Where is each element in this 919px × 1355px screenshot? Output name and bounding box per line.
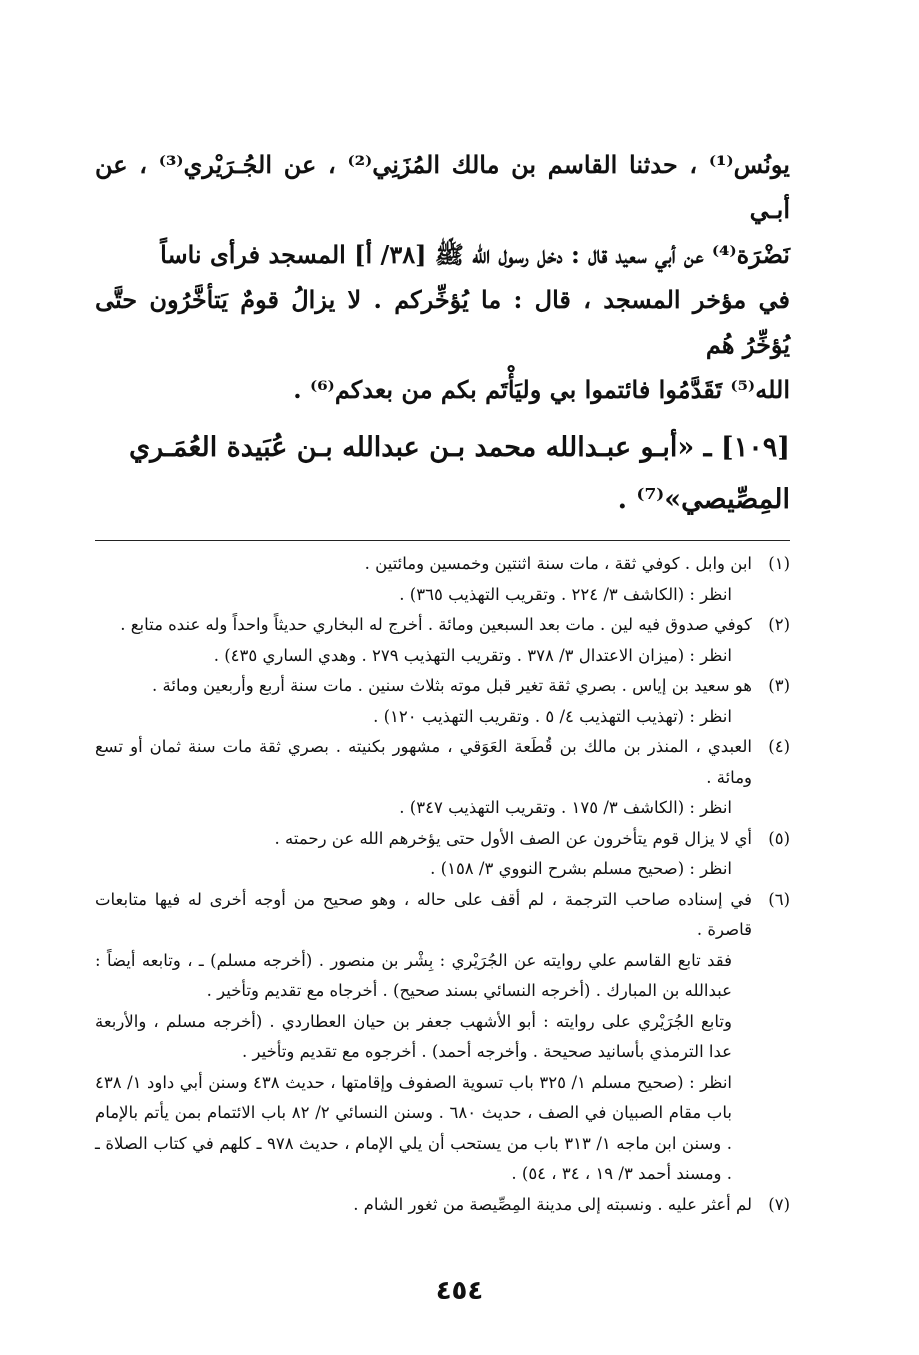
footnote-number: (٥) <box>768 828 790 848</box>
footnote-line: كوفي صدوق فيه لين . مات بعد السبعين ومائة . أخرج له البخاري حديثاً واحداً وله عنده متابع . <box>120 615 752 634</box>
footnote-line: انظر : (ميزان الاعتدال ٣/ ٣٧٨ . وتقريب التهذيب ٢٧٩ . وهدي الساري ٤٣٥) . <box>213 645 732 665</box>
footnote-body <box>95 671 752 732</box>
main-text-line: نَضْرَة⁽⁴⁾ عن أبي سعيد قال : دخل رسول الله ﷺ [٣٨/ أ] المسجد فرأى ناساً <box>160 240 790 269</box>
footnote-number: (٢) <box>768 615 790 634</box>
footnote-number: (١) <box>768 554 790 573</box>
footnote-line: العبدي ، المنذر بن مالك بن قُطَعة العَوَقي ، مشهور بكنيته . بصري ثقة مات سنة ثمان أو تسع ومائة . <box>95 737 752 787</box>
main-text-line: يونُس⁽¹⁾ ، حدثنا القاسم بن مالك المُزَنِي⁽²⁾ ، عن الجُـرَيْري⁽³⁾ ، عن أبـي <box>95 150 790 224</box>
footnote <box>95 610 790 671</box>
entry-heading <box>95 422 790 526</box>
footnote-line: انظر : (الكاشف ٣/ ٢٢٤ . وتقريب التهذيب ٣٦٥) . <box>399 584 732 604</box>
footnote-line: في إسناده صاحب الترجمة ، لم أقف على حاله ، وهو صحيح من أوجه أخرى له فيها متابعات قاصرة . <box>95 889 752 939</box>
footnote <box>95 824 790 885</box>
footnote-line: انظر : (تهذيب التهذيب ٤/ ٥ . وتقريب التهذيب ١٢٠) . <box>373 706 732 726</box>
entry-heading-line: [١٠٩] ـ «أبـو عبـدالله محمد بـن عبدالله بـن عُبَيدة العُمَـري <box>128 432 790 463</box>
main-text-line: في مؤخر المسجد ، قال : ما يُؤخِّركم . لا يزالُ قومٌ يَتأخَّرُون حتَّى يُؤخِّرُ هُم <box>95 285 790 359</box>
footnote-body <box>95 610 752 671</box>
footnote-number: (٧) <box>768 1194 790 1214</box>
footnote-line: انظر : (الكاشف ٣/ ١٧٥ . وتقريب التهذيب ٣٤٧) . <box>399 798 732 817</box>
page-number: ٤٥٤ <box>435 1276 484 1306</box>
footnote <box>95 671 790 732</box>
footnote-body <box>95 732 752 824</box>
footnote-number: (٦) <box>768 889 790 909</box>
footnote-line: انظر : (صحيح مسلم ١/ ٣٢٥ باب تسوية الصفوف وإقامتها ، حديث ٤٣٨ وسنن أبي داود ١/ ٤٣٨ باب مقام الصبيان في الصف ، حديث ٦٨٠ . وسنن النسائي ٢/ ٨٢ باب الائتمام بمن يأتم بالإمام . وسنن ابن ماجه ١/ ٣١٣ باب من يستحب أن يلي الإمام ، حديث ٩٧٨ ـ كلهم في كتاب الصلاة ـ . ومسند أحمد ٣/ ١٩ ، ٣٤ ، ٥٤) . <box>95 1072 732 1183</box>
footnote-number: (٣) <box>768 676 790 695</box>
footnote-separator <box>95 540 790 541</box>
footnote <box>95 549 790 610</box>
entry-heading-line: المِصِّيصي»⁽⁷⁾ . <box>617 484 790 515</box>
footnote-line: لم أعثر عليه . ونسبته إلى مدينة المِصِّيصة من ثغور الشام . <box>353 1194 752 1214</box>
footnote-line: وتابع الجُرَيْري على روايته : أبو الأشهب جعفر بن حيان العطاردي . (أخرجه مسلم ، والأربعة عدا الترمذي بأسانيد صحيحة . وأخرجه أحمد) . أخرجوه مع تقديم وتأخير . <box>95 1011 732 1061</box>
page-content <box>95 142 790 1220</box>
main-text-line: الله⁽⁵⁾ تَقَدَّمُوا فائتموا بي وليَأْتَم بكم من بعدكم⁽⁶⁾ . <box>293 375 790 404</box>
footnote-line: انظر : (صحيح مسلم بشرح النووي ٣/ ١٥٨) . <box>430 859 732 878</box>
footnote-line: ابن وابل . كوفي ثقة ، مات سنة اثنتين وخمسين ومائتين . <box>364 554 752 573</box>
main-text <box>95 142 790 412</box>
footnotes <box>95 549 790 1220</box>
footnote-body <box>95 885 752 1190</box>
footnote <box>95 732 790 824</box>
footnote-line: أي لا يزال قوم يتأخرون عن الصف الأول حتى يؤخرهم الله عن رحمته . <box>274 828 752 848</box>
footnote-body <box>95 1190 752 1221</box>
footnote-number: (٤) <box>768 737 790 756</box>
footnote-line: هو سعيد بن إياس . بصري ثقة تغير قبل موته بثلاث سنين . مات سنة أربع وأربعين ومائة . <box>152 676 752 695</box>
footnote-body <box>95 824 752 885</box>
footnote <box>95 885 790 1190</box>
footnote-body <box>95 549 752 610</box>
footnote-line: فقد تابع القاسم علي روايته عن الجُرَيْري : بِشْر بن منصور . (أخرجه مسلم) ـ ، وتابعه أيضاً : عبدالله بن المبارك . (أخرجه النسائي بسند صحيح) . أخرجاه مع تقديم وتأخير . <box>95 950 732 1000</box>
footnote <box>95 1190 790 1221</box>
